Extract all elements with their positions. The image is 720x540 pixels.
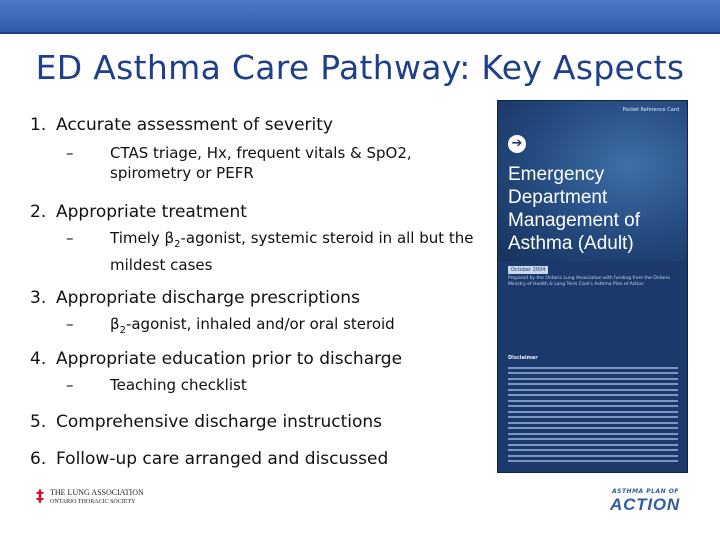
- sub-bullet-text: CTAS triage, Hx, frequent vitals & SpO2, spirometry or PEFR: [110, 144, 412, 182]
- item-number: 5.: [30, 412, 47, 432]
- reference-card-cover-image: [498, 101, 687, 472]
- item-text: Follow-up care arranged and discussed: [56, 449, 389, 469]
- list-item: [30, 115, 333, 135]
- cover-fine-print: [508, 363, 678, 466]
- lung-association-logo: [36, 488, 156, 510]
- item-text: Comprehensive discharge instructions: [56, 412, 383, 432]
- list-item: [30, 449, 388, 469]
- lung-association-subtitle: ONTARIO THORACIC SOCIETY: [50, 499, 136, 505]
- cover-date: October 2004: [508, 266, 548, 274]
- asthma-logo-small-text: ASTHMA PLAN OF: [612, 488, 679, 495]
- cover-title: Emergency Department Management of Asthma (Adult): [508, 164, 641, 254]
- item-number: 3.: [30, 288, 47, 308]
- arrow-right-circle-icon: ➔: [508, 135, 526, 153]
- item-number: 6.: [30, 449, 47, 469]
- item-number: 4.: [30, 349, 47, 369]
- list-item: [30, 202, 247, 222]
- sub-bullet-text: Teaching checklist: [110, 376, 247, 394]
- bullet-dash: –: [66, 144, 74, 162]
- cover-disclaimer-heading: Disclaimer: [508, 355, 538, 361]
- item-number: 1.: [30, 115, 47, 135]
- item-number: 2.: [30, 202, 47, 222]
- bullet-dash: –: [66, 229, 74, 247]
- bullet-dash: –: [66, 376, 74, 394]
- item-text: Appropriate discharge prescriptions: [56, 288, 360, 308]
- top-banner: [0, 0, 720, 34]
- cover-reference-label: Pocket Reference Card: [622, 107, 679, 113]
- cover-prepared-by: Prepared by the Ontario Lung Association with funding from the Ontario Ministry of Health & Long Term Care's Asthma Plan of Action: [508, 276, 671, 287]
- lung-association-name: THE LUNG ASSOCIATION: [50, 488, 144, 497]
- sub-bullet-text: Timely $\beta_2$-agonist, systemic steroid in all but the mildest cases: [110, 229, 474, 274]
- sub-bullet-text: $\beta_2$-agonist, inhaled and/or oral steroid: [110, 315, 395, 336]
- item-text: Appropriate education prior to discharge: [56, 349, 403, 369]
- list-item: [30, 288, 360, 308]
- item-text: Accurate assessment of severity: [56, 115, 333, 135]
- asthma-plan-of-action-logo: [610, 488, 686, 516]
- asthma-logo-big-text: ACTION: [610, 495, 680, 514]
- bullet-dash: –: [66, 315, 74, 333]
- item-text: Appropriate treatment: [56, 202, 247, 222]
- list-item: [30, 412, 382, 432]
- double-cross-icon: ‡: [36, 486, 44, 505]
- list-item: [30, 349, 402, 369]
- slide-title: ED Asthma Care Pathway: Key Aspects: [35, 48, 685, 87]
